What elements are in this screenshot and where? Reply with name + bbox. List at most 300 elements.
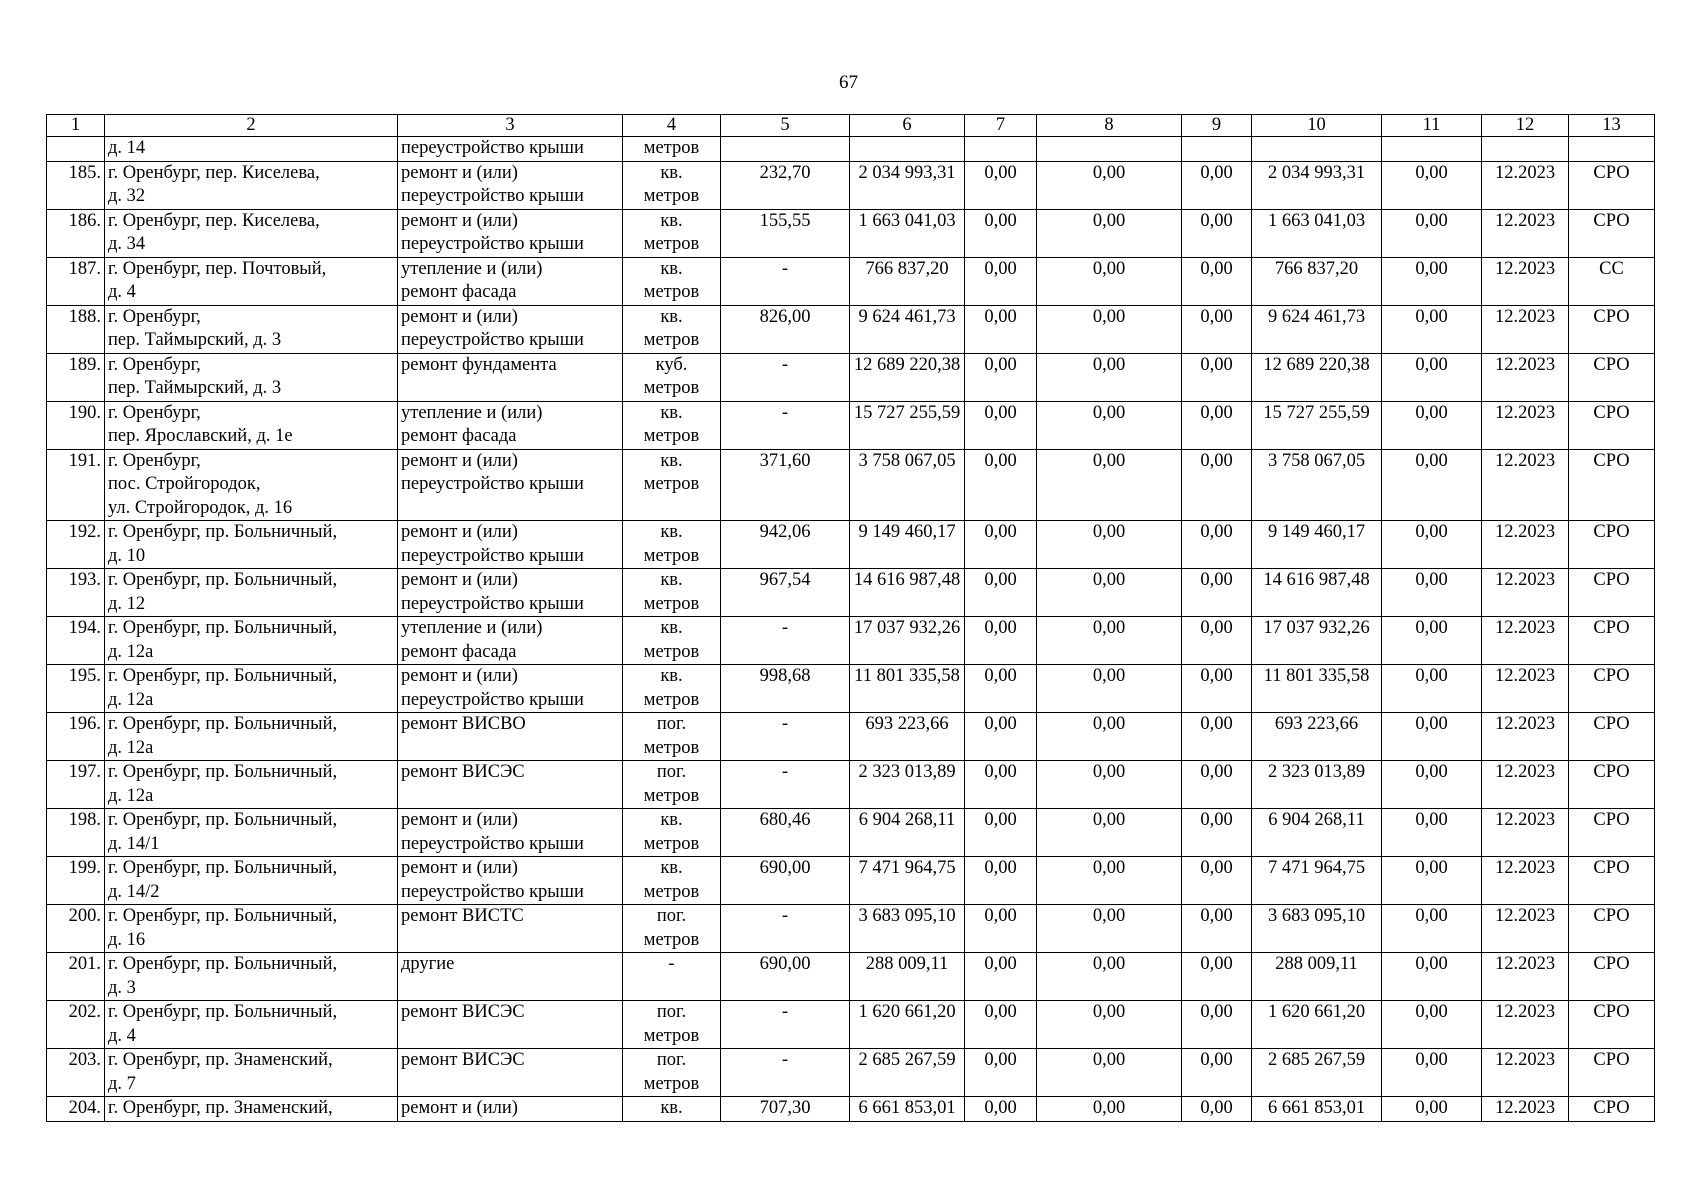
unit-cell-line: метров	[643, 1025, 700, 1046]
unit-cell	[623, 209, 721, 257]
unit-cell	[623, 137, 721, 162]
table-row	[47, 569, 1655, 617]
unit-cell-line: кв.	[660, 450, 683, 471]
unit-cell-line: пог.	[656, 906, 687, 926]
col9-cell	[1182, 137, 1252, 162]
row-number: 194.	[47, 617, 105, 665]
unit-cell	[623, 713, 721, 761]
address-cell-line: пер. Ярославский, д. 1е	[108, 426, 293, 446]
address-cell-line: г. Оренбург,	[108, 354, 201, 375]
unit-cell-line: метров	[643, 186, 700, 206]
col8-cell: 0,00	[1037, 161, 1182, 209]
address-cell	[105, 905, 398, 953]
work-type-cell-line: переустройство крыши	[401, 833, 584, 854]
address-cell-line: д. 32	[108, 186, 146, 206]
work-type-cell-line: ремонт фундамента	[401, 354, 557, 375]
col11-cell: 0,00	[1382, 1001, 1482, 1049]
table-row	[47, 521, 1655, 569]
col11-cell: 0,00	[1382, 161, 1482, 209]
work-type-cell	[398, 137, 623, 162]
cost-total-cell: 6 661 853,01	[850, 1097, 965, 1122]
col8-cell: 0,00	[1037, 305, 1182, 353]
col9-cell: 0,00	[1182, 401, 1252, 449]
unit-cell-line: метров	[643, 689, 700, 710]
column-number-12: 12	[1482, 115, 1569, 137]
deadline-cell: 12.2023	[1482, 569, 1569, 617]
method-cell: СРО	[1569, 953, 1655, 1001]
volume-cell: 826,00	[721, 305, 850, 353]
cost-total-cell: 17 037 932,26	[850, 617, 965, 665]
address-cell-line: пос. Стройгородок,	[108, 474, 261, 494]
col11-cell: 0,00	[1382, 257, 1482, 305]
work-type-cell-line: ремонт ВИСЭС	[401, 762, 525, 782]
col11-cell: 0,00	[1382, 953, 1482, 1001]
work-type-cell	[398, 353, 623, 401]
address-cell-line: д. 4	[108, 1025, 136, 1046]
address-cell	[105, 1097, 398, 1122]
work-type-cell-line: ремонт ВИСТС	[401, 906, 524, 926]
cost-total-cell: 15 727 255,59	[850, 401, 965, 449]
deadline-cell: 12.2023	[1482, 353, 1569, 401]
method-cell: СРО	[1569, 713, 1655, 761]
address-cell-line: д. 12	[108, 593, 146, 614]
method-cell: СРО	[1569, 401, 1655, 449]
col8-cell: 0,00	[1037, 617, 1182, 665]
work-type-cell	[398, 257, 623, 305]
method-cell: СРО	[1569, 449, 1655, 521]
address-cell-line: д. 14	[108, 138, 146, 158]
col9-cell: 0,00	[1182, 1001, 1252, 1049]
volume-cell: -	[721, 905, 850, 953]
row-number: 197.	[47, 761, 105, 809]
col9-cell: 0,00	[1182, 521, 1252, 569]
col7-cell: 0,00	[965, 209, 1037, 257]
address-cell-line: г. Оренбург, пер. Киселева,	[108, 210, 320, 231]
col7-cell: 0,00	[965, 305, 1037, 353]
address-cell	[105, 521, 398, 569]
work-type-cell	[398, 521, 623, 569]
work-type-cell-line: ремонт и (или)	[401, 306, 518, 327]
unit-cell-line: кв.	[660, 210, 683, 231]
address-cell-line: д. 14/2	[108, 881, 160, 902]
row-number	[47, 137, 105, 162]
work-type-cell-line: ремонт и (или)	[401, 522, 518, 542]
col11-cell: 0,00	[1382, 569, 1482, 617]
col7-cell: 0,00	[965, 401, 1037, 449]
unit-cell-line: кв.	[660, 258, 683, 279]
deadline-cell: 12.2023	[1482, 401, 1569, 449]
col11-cell: 0,00	[1382, 617, 1482, 665]
work-type-cell-line: ремонт и (или)	[401, 570, 518, 590]
col8-cell: 0,00	[1037, 761, 1182, 809]
unit-cell-line: метров	[643, 641, 700, 662]
work-type-cell	[398, 209, 623, 257]
column-number-1: 1	[47, 115, 105, 137]
col7-cell: 0,00	[965, 953, 1037, 1001]
volume-cell: -	[721, 617, 850, 665]
unit-cell	[623, 257, 721, 305]
col9-cell: 0,00	[1182, 1049, 1252, 1097]
unit-cell	[623, 161, 721, 209]
unit-cell-line: пог.	[656, 762, 687, 782]
unit-cell	[623, 1001, 721, 1049]
volume-cell: 690,00	[721, 953, 850, 1001]
address-cell-line: д. 12а	[108, 785, 154, 806]
col7-cell: 0,00	[965, 617, 1037, 665]
col8-cell: 0,00	[1037, 401, 1182, 449]
deadline-cell: 12.2023	[1482, 953, 1569, 1001]
col8-cell: 0,00	[1037, 953, 1182, 1001]
address-cell	[105, 257, 398, 305]
col11-cell: 0,00	[1382, 761, 1482, 809]
col9-cell: 0,00	[1182, 305, 1252, 353]
col10-cell: 7 471 964,75	[1252, 857, 1382, 905]
volume-cell: 232,70	[721, 161, 850, 209]
work-type-cell-line: ремонт и (или)	[401, 450, 518, 471]
row-number: 191.	[47, 449, 105, 521]
cost-total-cell: 2 034 993,31	[850, 161, 965, 209]
table-row	[47, 1097, 1655, 1122]
volume-cell: 967,54	[721, 569, 850, 617]
col8-cell: 0,00	[1037, 665, 1182, 713]
col8-cell	[1037, 137, 1182, 162]
work-type-cell	[398, 1097, 623, 1122]
unit-cell	[623, 905, 721, 953]
cost-total-cell: 1 663 041,03	[850, 209, 965, 257]
address-cell-line: г. Оренбург, пр. Знаменский,	[108, 1050, 333, 1070]
cost-total-cell: 693 223,66	[850, 713, 965, 761]
address-cell-line: ул. Стройгородок, д. 16	[108, 497, 293, 518]
deadline-cell: 12.2023	[1482, 809, 1569, 857]
unit-cell-line: метров	[643, 426, 700, 446]
address-cell-line: д. 3	[108, 977, 136, 998]
page-number: 67	[839, 72, 858, 93]
col7-cell: 0,00	[965, 521, 1037, 569]
col10-cell	[1252, 137, 1382, 162]
deadline-cell: 12.2023	[1482, 1001, 1569, 1049]
table-row	[47, 857, 1655, 905]
work-type-cell	[398, 953, 623, 1001]
row-number: 202.	[47, 1001, 105, 1049]
work-type-cell-line: ремонт и (или)	[401, 810, 518, 830]
col11-cell: 0,00	[1382, 401, 1482, 449]
row-number: 196.	[47, 713, 105, 761]
work-type-cell-line: переустройство крыши	[401, 593, 584, 614]
cost-total-cell: 9 149 460,17	[850, 521, 965, 569]
row-number: 204.	[47, 1097, 105, 1122]
method-cell: СРО	[1569, 353, 1655, 401]
cost-total-cell: 12 689 220,38	[850, 353, 965, 401]
volume-cell: -	[721, 1001, 850, 1049]
deadline-cell: 12.2023	[1482, 665, 1569, 713]
address-cell-line: пер. Таймырский, д. 3	[108, 330, 282, 350]
col9-cell: 0,00	[1182, 569, 1252, 617]
table-body	[47, 115, 1655, 1122]
col8-cell: 0,00	[1037, 905, 1182, 953]
row-number: 188.	[47, 305, 105, 353]
col11-cell: 0,00	[1382, 305, 1482, 353]
address-cell	[105, 617, 398, 665]
unit-cell-line: кв.	[660, 570, 683, 590]
address-cell-line: г. Оренбург, пр. Больничный,	[108, 762, 338, 782]
unit-cell-line: кв.	[660, 618, 683, 638]
col11-cell: 0,00	[1382, 209, 1482, 257]
work-type-cell-line: переустройство крыши	[401, 186, 584, 206]
address-cell	[105, 401, 398, 449]
address-cell-line: г. Оренбург, пр. Больничный,	[108, 618, 338, 638]
unit-cell	[623, 1097, 721, 1122]
table-row	[47, 1049, 1655, 1097]
table-row	[47, 665, 1655, 713]
unit-cell-line: метров	[643, 330, 700, 350]
col10-cell: 12 689 220,38	[1252, 353, 1382, 401]
col7-cell: 0,00	[965, 449, 1037, 521]
work-type-cell-line: другие	[401, 954, 455, 974]
unit-cell-line: пог.	[656, 714, 687, 734]
address-cell	[105, 569, 398, 617]
address-cell-line: д. 10	[108, 545, 146, 566]
address-cell-line: г. Оренбург,	[108, 306, 201, 327]
row-number: 192.	[47, 521, 105, 569]
col9-cell: 0,00	[1182, 953, 1252, 1001]
col8-cell: 0,00	[1037, 1097, 1182, 1122]
address-cell	[105, 353, 398, 401]
col11-cell: 0,00	[1382, 449, 1482, 521]
col11-cell: 0,00	[1382, 1049, 1482, 1097]
address-cell-line: д. 14/1	[108, 833, 160, 854]
method-cell: СРО	[1569, 1097, 1655, 1122]
table-row	[47, 401, 1655, 449]
volume-cell: 690,00	[721, 857, 850, 905]
volume-cell: -	[721, 257, 850, 305]
col10-cell: 2 685 267,59	[1252, 1049, 1382, 1097]
method-cell: СРО	[1569, 665, 1655, 713]
cost-total-cell: 2 323 013,89	[850, 761, 965, 809]
col9-cell: 0,00	[1182, 905, 1252, 953]
col8-cell: 0,00	[1037, 257, 1182, 305]
method-cell: СРО	[1569, 1001, 1655, 1049]
unit-cell-line: -	[668, 954, 675, 974]
work-type-cell	[398, 617, 623, 665]
col7-cell: 0,00	[965, 161, 1037, 209]
row-number: 185.	[47, 161, 105, 209]
deadline-cell: 12.2023	[1482, 617, 1569, 665]
address-cell	[105, 161, 398, 209]
col9-cell: 0,00	[1182, 809, 1252, 857]
col10-cell: 9 149 460,17	[1252, 521, 1382, 569]
work-type-cell-line: ремонт и (или)	[401, 858, 518, 878]
volume-cell: 155,55	[721, 209, 850, 257]
address-cell	[105, 305, 398, 353]
unit-cell-line: метров	[643, 1073, 700, 1094]
volume-cell: -	[721, 401, 850, 449]
address-cell-line: д. 34	[108, 234, 146, 254]
col10-cell: 6 904 268,11	[1252, 809, 1382, 857]
method-cell: СРО	[1569, 905, 1655, 953]
col8-cell: 0,00	[1037, 521, 1182, 569]
col8-cell: 0,00	[1037, 353, 1182, 401]
volume-cell: -	[721, 761, 850, 809]
address-cell-line: г. Оренбург, пр. Больничный,	[108, 858, 338, 878]
col10-cell: 6 661 853,01	[1252, 1097, 1382, 1122]
row-number: 199.	[47, 857, 105, 905]
unit-cell-line: метров	[643, 282, 700, 302]
unit-cell	[623, 857, 721, 905]
work-type-cell	[398, 161, 623, 209]
address-cell	[105, 953, 398, 1001]
unit-cell-line: метров	[643, 138, 700, 158]
col7-cell: 0,00	[965, 761, 1037, 809]
work-type-cell-line: утепление и (или)	[401, 258, 543, 279]
unit-cell	[623, 305, 721, 353]
deadline-cell	[1482, 137, 1569, 162]
unit-cell-line: кв.	[660, 522, 683, 542]
work-type-cell-line: ремонт и (или)	[401, 666, 518, 686]
cost-total-cell: 3 683 095,10	[850, 905, 965, 953]
method-cell: СРО	[1569, 761, 1655, 809]
col9-cell: 0,00	[1182, 761, 1252, 809]
column-number-5: 5	[721, 115, 850, 137]
cost-total-cell: 9 624 461,73	[850, 305, 965, 353]
address-cell-line: г. Оренбург,	[108, 450, 201, 471]
method-cell: СРО	[1569, 305, 1655, 353]
row-number: 203.	[47, 1049, 105, 1097]
table-row	[47, 257, 1655, 305]
row-number: 200.	[47, 905, 105, 953]
deadline-cell: 12.2023	[1482, 713, 1569, 761]
address-cell-line: д. 16	[108, 929, 146, 950]
work-type-cell	[398, 569, 623, 617]
col9-cell: 0,00	[1182, 857, 1252, 905]
work-type-cell	[398, 857, 623, 905]
col11-cell: 0,00	[1382, 809, 1482, 857]
column-number-9: 9	[1182, 115, 1252, 137]
work-type-cell	[398, 713, 623, 761]
unit-cell	[623, 665, 721, 713]
address-cell	[105, 209, 398, 257]
col8-cell: 0,00	[1037, 1001, 1182, 1049]
address-cell-line: г. Оренбург, пр. Больничный,	[108, 666, 338, 686]
table-row	[47, 617, 1655, 665]
address-cell-line: г. Оренбург, пр. Больничный,	[108, 570, 338, 590]
col7-cell: 0,00	[965, 665, 1037, 713]
work-type-cell-line: ремонт ВИСЭС	[401, 1050, 525, 1070]
col11-cell	[1382, 137, 1482, 162]
col11-cell: 0,00	[1382, 353, 1482, 401]
method-cell: СРО	[1569, 521, 1655, 569]
col10-cell: 9 624 461,73	[1252, 305, 1382, 353]
unit-cell-line: куб.	[655, 354, 688, 375]
col10-cell: 1 663 041,03	[1252, 209, 1382, 257]
cost-total-cell: 766 837,20	[850, 257, 965, 305]
work-type-cell-line: ремонт фасада	[401, 282, 517, 302]
table-row	[47, 905, 1655, 953]
unit-cell-line: кв.	[660, 666, 683, 686]
deadline-cell: 12.2023	[1482, 905, 1569, 953]
method-cell: СРО	[1569, 617, 1655, 665]
deadline-cell: 12.2023	[1482, 1097, 1569, 1122]
column-number-7: 7	[965, 115, 1037, 137]
unit-cell	[623, 953, 721, 1001]
work-type-cell	[398, 449, 623, 521]
work-type-cell-line: ремонт ВИСВО	[401, 714, 526, 734]
work-type-cell	[398, 305, 623, 353]
address-cell	[105, 809, 398, 857]
col11-cell: 0,00	[1382, 665, 1482, 713]
column-number-row	[47, 115, 1655, 137]
work-type-cell	[398, 761, 623, 809]
table-row	[47, 953, 1655, 1001]
row-number: 201.	[47, 953, 105, 1001]
column-number-4: 4	[623, 115, 721, 137]
table-row	[47, 161, 1655, 209]
work-type-cell-line: переустройство крыши	[401, 138, 584, 158]
unit-cell	[623, 809, 721, 857]
table-row	[47, 1001, 1655, 1049]
address-cell	[105, 713, 398, 761]
col7-cell: 0,00	[965, 569, 1037, 617]
volume-cell: 707,30	[721, 1097, 850, 1122]
address-cell-line: г. Оренбург,	[108, 402, 201, 423]
col11-cell: 0,00	[1382, 905, 1482, 953]
unit-cell	[623, 569, 721, 617]
cost-total-cell	[850, 137, 965, 162]
col10-cell: 15 727 255,59	[1252, 401, 1382, 449]
col7-cell: 0,00	[965, 809, 1037, 857]
address-cell-line: д. 7	[108, 1073, 136, 1094]
unit-cell-line: метров	[643, 785, 700, 806]
address-cell-line: д. 12а	[108, 689, 154, 710]
col8-cell: 0,00	[1037, 857, 1182, 905]
col10-cell: 2 323 013,89	[1252, 761, 1382, 809]
column-number-13: 13	[1569, 115, 1655, 137]
row-number: 187.	[47, 257, 105, 305]
unit-cell	[623, 1049, 721, 1097]
col8-cell: 0,00	[1037, 1049, 1182, 1097]
col10-cell: 288 009,11	[1252, 953, 1382, 1001]
method-cell: СРО	[1569, 857, 1655, 905]
address-cell-line: д. 12а	[108, 641, 154, 662]
register-table	[46, 114, 1655, 1122]
unit-cell-line: метров	[643, 378, 700, 398]
col9-cell: 0,00	[1182, 449, 1252, 521]
method-cell: СРО	[1569, 161, 1655, 209]
work-type-cell-line: переустройство крыши	[401, 234, 584, 254]
address-cell-line: г. Оренбург, пр. Больничный,	[108, 906, 338, 926]
col8-cell: 0,00	[1037, 809, 1182, 857]
col9-cell: 0,00	[1182, 617, 1252, 665]
cost-total-cell: 3 758 067,05	[850, 449, 965, 521]
unit-cell	[623, 761, 721, 809]
col9-cell: 0,00	[1182, 209, 1252, 257]
row-number: 195.	[47, 665, 105, 713]
col10-cell: 766 837,20	[1252, 257, 1382, 305]
table-row	[47, 713, 1655, 761]
cost-total-cell: 11 801 335,58	[850, 665, 965, 713]
method-cell: СРО	[1569, 569, 1655, 617]
row-number: 189.	[47, 353, 105, 401]
work-type-cell-line: ремонт фасада	[401, 641, 517, 662]
col11-cell: 0,00	[1382, 521, 1482, 569]
unit-cell	[623, 353, 721, 401]
unit-cell-line: метров	[643, 593, 700, 614]
cost-total-cell: 288 009,11	[850, 953, 965, 1001]
deadline-cell: 12.2023	[1482, 449, 1569, 521]
col10-cell: 3 758 067,05	[1252, 449, 1382, 521]
col11-cell: 0,00	[1382, 857, 1482, 905]
col9-cell: 0,00	[1182, 1097, 1252, 1122]
col10-cell: 17 037 932,26	[1252, 617, 1382, 665]
